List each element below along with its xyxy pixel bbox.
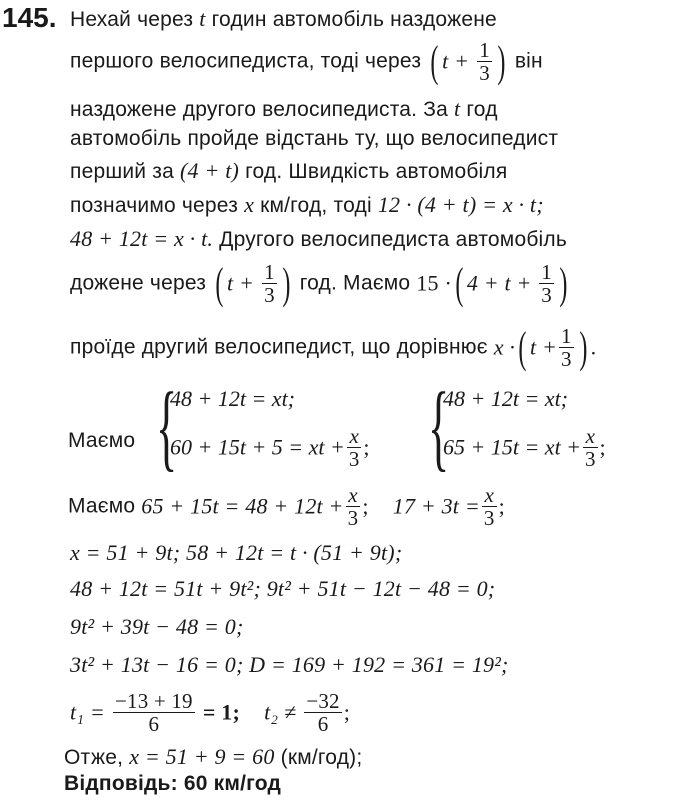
line-2: першого велосипедиста, тоді через ( t + $\frac{1}{3}$ ) він	[70, 37, 543, 86]
answer-line: Відповідь: 60 км/год	[64, 772, 282, 795]
line-12: x = 51 + 9t; 58 + 12t = t · (51 + 9t);	[70, 540, 403, 565]
line-15: 3t² + 13t − 16 = 0; D = 169 + 192 = 361 = 19²;	[70, 652, 509, 677]
system-1-eq-b: 60 + 15t + 5 = xt + $\frac{x}{3}$ ;	[170, 424, 370, 472]
line-9: проїде другий велосипедист, що дорівнює x ·( t + $\frac{1}{3}$ ) .	[70, 323, 597, 372]
system-2-eq-b: 65 + 15t = xt + $\frac{x}{3}$ ;	[443, 424, 606, 472]
line-7: 48 + 12t = x · t. Другого велосипедиста автомобіль	[70, 226, 568, 251]
line-17: Отже, x = 51 + 9 = 60 (км/год);	[64, 744, 363, 769]
line-5: перший за (4 + t) год. Швидкість автомобіля	[70, 158, 508, 183]
line-4: автомобіль пройде відстань ту, що велосипедист	[70, 127, 559, 150]
line-1: Нехай через t годин автомобіль наздожене	[70, 6, 497, 31]
fraction-one-third: $\frac{1}{3}$	[561, 323, 572, 371]
line-8: дожене через ( t + $\frac{1}{3}$ ) год. Маємо 15 ·( 4 + t + $\frac{1}{3}$ )	[70, 259, 568, 308]
system-brace-2: {	[428, 373, 450, 481]
system-1-eq-a: 48 + 12t = xt;	[170, 386, 296, 411]
fraction-one-third: $\frac{1}{3}$	[541, 259, 552, 307]
line-16: t₁ = $\frac{-13 + 19}{6}$ = 1; t₂ ≠ $\frac{-32}{6}$ ;	[70, 689, 351, 737]
line-6: позначимо через x км/год, тоді 12 · (4 + t) = x · t;	[70, 192, 544, 217]
system-brace-1: {	[156, 373, 178, 481]
line-10-label: Маємо	[68, 429, 136, 452]
line-11: Маємо 65 + 15t = 48 + 12t + $\frac{x}{3}$ ; 17 + 3t = $\frac{x}{3}$ ;	[68, 483, 505, 531]
system-2-eq-a: 48 + 12t = xt;	[443, 386, 569, 411]
line-14: 9t² + 39t − 48 = 0;	[70, 614, 244, 639]
fraction-one-third: $\frac{1}{3}$	[264, 259, 275, 307]
fraction-one-third: $\frac{1}{3}$	[479, 37, 490, 85]
line-3: наздожене другого велосипедиста. За t год	[70, 96, 498, 121]
problem-number: 145.	[2, 2, 57, 33]
line-13: 48 + 12t = 51t + 9t²; 9t² + 51t − 12t − 48 = 0;	[70, 576, 496, 601]
